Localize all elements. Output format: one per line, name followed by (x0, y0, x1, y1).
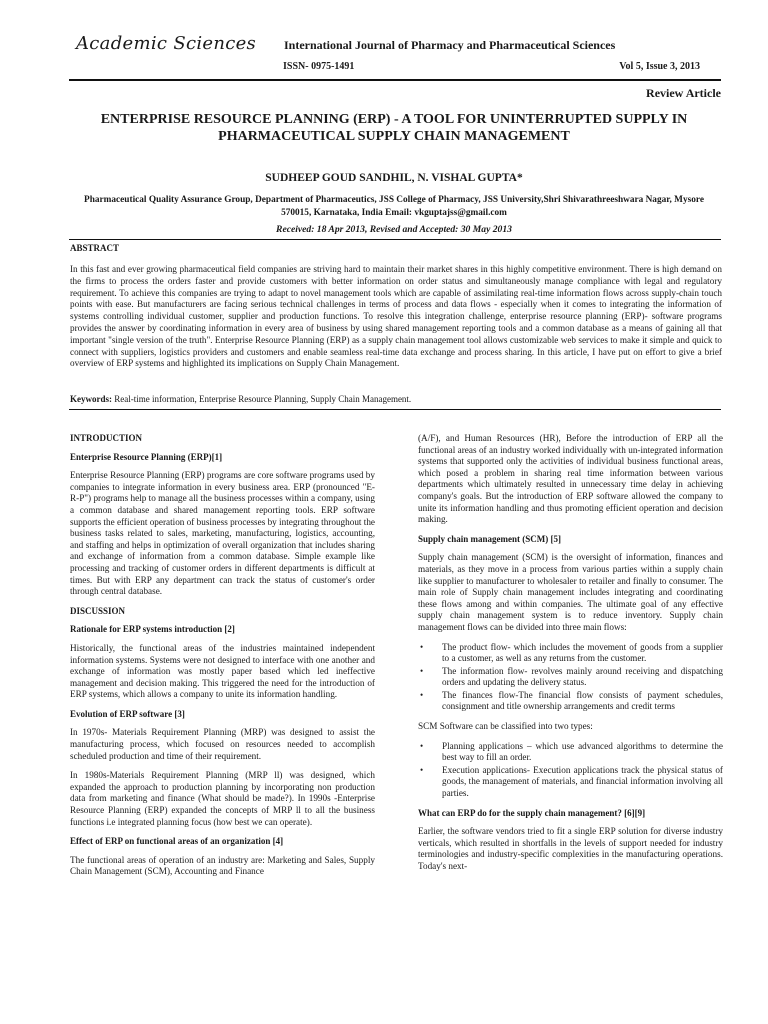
received-dates: Received: 18 Apr 2013, Revised and Accepted: 30 May 2013 (276, 224, 512, 235)
effect-heading: Effect of ERP on functional areas of an organization [4] (70, 836, 284, 847)
discussion-heading: DISCUSSION (70, 605, 126, 616)
flows-list (418, 642, 723, 714)
list-item: • Planning applications – which use advanced algorithms to determine the best way to fill an order. (438, 741, 723, 764)
rationale-paragraph: Historically, the functional areas of the industries maintained independent information systems. Systems were not designed to interface with one another and exchange of information was mostly paper based which led ineffective management and decision making. This triggered the need for the introduction of ERP systems, which allows a company to unite its information handling. (70, 642, 375, 700)
introduction-heading: INTRODUCTION (70, 433, 143, 443)
volume-issue: Vol 5, Issue 3, 2013 (619, 61, 700, 72)
effect-paragraph: The functional areas of operation of an industry are: Marketing and Sales, Supply Chain Management (SCM), Accounting and Finance (70, 854, 375, 877)
keywords-text: Real-time information, Enterprise Resource Planning, Supply Chain Management. (114, 394, 412, 404)
header-rule (69, 79, 721, 81)
erp-paragraph: Enterprise Resource Planning (ERP) programs are core software programs used by companies to integrate information in every business area. ERP (pronounced "E-R-P") programs help to manage all the business processes within a company, using a common database and shared management reporting tools. ERP software supports the efficient operation of business processes by integrating throughout the business tasks related to sales, marketing, manufacturing, logistics, accounting, and staffing and helps in optimization of overall organization that includes sharing and exchange of information from a common database. Simple example like processing and tracking of customer orders in different departments is difficult at times. But with ERP any department can track the status of customer's order through central database. (70, 470, 375, 597)
keywords-label: Keywords: (70, 394, 112, 404)
scm-heading: Supply chain management (SCM) [5] (418, 533, 562, 544)
journal-logo: Academic Sciences (76, 33, 257, 54)
software-types-list (418, 741, 723, 800)
evolution-heading: Evolution of ERP software [3] (70, 708, 185, 719)
abstract-heading: ABSTRACT (70, 243, 120, 253)
abstract-bottom-rule (69, 409, 721, 410)
abstract-top-rule (69, 239, 721, 240)
list-item: • The information flow- revolves mainly around receiving and dispatching orders and updating the delivery status. (438, 666, 723, 689)
what-paragraph: Earlier, the software vendors tried to fit a single ERP solution for diverse industry verticals, which resulted in shortfalls in the levels of support needed for industry terminologies and industry-specific complexities in the manufacturing operations. Today's next- (418, 826, 723, 871)
right-column (418, 433, 723, 881)
evolution-paragraph-1: In 1970s- Materials Requirement Planning (MRP) was designed to assist the manufacturing process, which focused on resources needed to accomplish scheduled production and time of their requirement. (70, 727, 375, 761)
evolution-paragraph-2: In 1980s-Materials Requirement Planning (MRP ll) was designed, which expanded the approach to production planning by incorporating non production data from marketing and finance (What should be made?). In 1990s -Enterprise Resource Planning (ERP) expanded the concepts of MRP ll to all the business functions i.e integrated planning focus (how best we can operate). (70, 770, 375, 827)
scm-paragraph: Supply chain management (SCM) is the oversight of information, finances and materials, as they move in a process from various parties within a supply chain like supplier to manufacturer to wholesaler to retailer and finally to consumer. The main role of Supply chain management includes integrating and coordinating these flows among and within companies. The ultimate goal of any effective supply chain management system is to reduce inventory. Supply chain management flows can be divided into three main flows: (418, 552, 723, 632)
erp-heading: Enterprise Resource Planning (ERP)[1] (70, 451, 223, 462)
paper-title: ENTERPRISE RESOURCE PLANNING (ERP) - A TOOL FOR UNINTERRUPTED SUPPLY IN PHARMACEUTICAL SUPPLY CHAIN MANAGEMENT (100, 112, 688, 144)
authors: SUDHEEP GOUD SANDHIL, N. VISHAL GUPTA* (265, 172, 523, 184)
article-type: Review Article (646, 86, 721, 100)
left-column (70, 433, 375, 886)
list-item: • The product flow- which includes the movement of goods from a supplier to a customer, as well as any returns from the customer. (438, 642, 723, 665)
what-heading: What can ERP do for the supply chain management? [6][9] (418, 807, 646, 818)
issn: ISSN- 0975-1491 (283, 61, 355, 72)
affiliation: Pharmaceutical Quality Assurance Group, Department of Pharmaceutics, JSS College of Pharmacy, JSS University,Shri Shivarathreeshwara Nagar, Mysore 570015, Karnataka, India Email: vkguptajss@gmail.com (84, 195, 704, 218)
scm-software-paragraph: SCM Software can be classified into two types: (418, 721, 593, 732)
continuation-paragraph: (A/F), and Human Resources (HR), Before the introduction of ERP all the functional areas of an industry worked individually with un-integrated information systems that supported only the activities of individual business functional areas, which posed a problem in sharing real time information between various departments which ultimately resulted in unnecessary time delay in achieving company's goals. But the introduction of ERP software allowed the company to unite its information handling and thus promoting efficient operation and decision making. (418, 433, 723, 525)
abstract-text: In this fast and ever growing pharmaceutical field companies are striving hard to maintain their market shares in this highly competitive environment. There is high demand on the firms to process the orders faster and provide customers with better information on order status and simultaneously manage compliance with legal and regulatory requirement. To achieve this companies are trying to adapt to novel management tools which are capable of assimilating real-time information flows across supply-chain touch points with ease. But manufacturers are facing serious technical challenges in terms of process and data flows - especially when it comes to integrating the information of systems controlling individual customer, supplier and production functions. To resolve this integration challenge, enterprise resource planning (ERP)- software programs provides the answer by coordinating information in every area of business by using shared management reporting tools and a common database as a means of gaining all that important "single version of the truth". Enterprise Resource Planning (ERP) as a supply chain management tool allows customizable web services to make it simple and quick to connect with suppliers, logistics providers and customers and enable seamless real-time data exchange and process sharing. In this article, I have put on effort to give a brief overview of ERP systems and highlighted its implications on Supply Chain Management. (70, 264, 722, 369)
list-item: • Execution applications- Execution applications track the physical status of goods, the management of materials, and financial information involving all parties. (438, 765, 723, 800)
rationale-heading: Rationale for ERP systems introduction [2] (70, 624, 235, 635)
keywords (70, 394, 722, 404)
list-item: • The finances flow-The financial flow consists of payment schedules, consignment and title ownership arrangements and credit terms (438, 690, 723, 713)
journal-name: International Journal of Pharmacy and Pharmaceutical Sciences (284, 38, 616, 52)
